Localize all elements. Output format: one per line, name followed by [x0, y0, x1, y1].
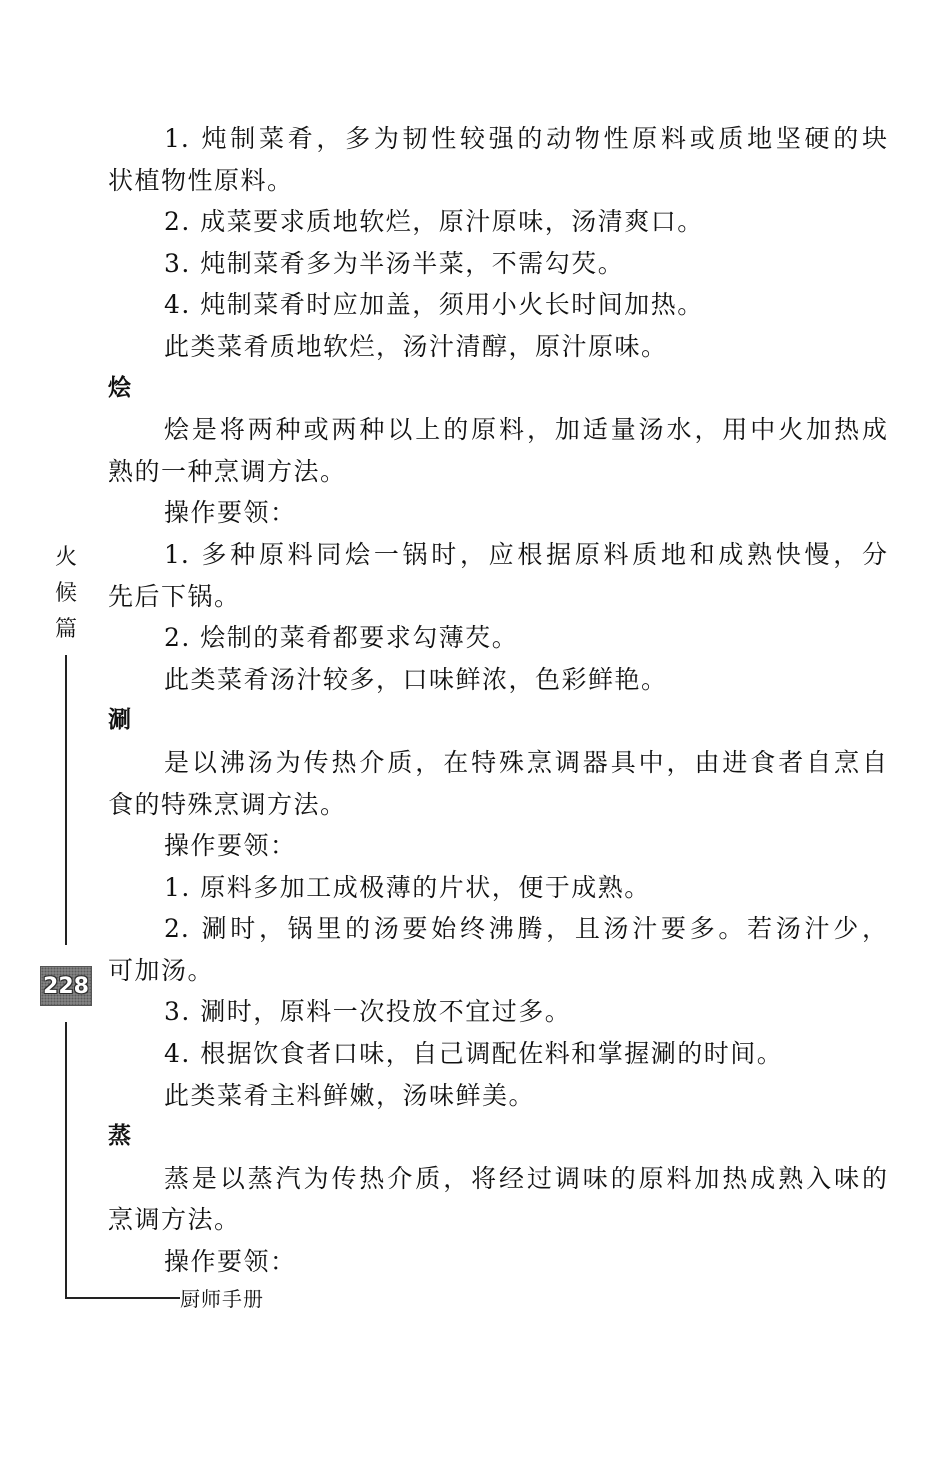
text-line: 此类菜肴主料鲜嫩，汤味鲜美。: [164, 1080, 536, 1110]
text-line: 操作要领：: [164, 831, 297, 861]
text-line: 2. 烩制的菜肴都要求勾薄芡。: [164, 623, 519, 653]
text-line: 4. 根据饮食者口味，自己调配佐料和掌握涮的时间。: [164, 1039, 784, 1069]
text-line: 熟的一种烹调方法。: [108, 456, 347, 486]
text-line: 1. 炖制菜肴，多为韧性较强的动物性原料或质地坚硬的块: [164, 124, 888, 153]
chapter-title-char: 火: [54, 545, 77, 570]
text-line: 蒸是以蒸汽为传热介质，将经过调味的原料加热成熟入味的: [164, 1163, 888, 1193]
text-line: 操作要领：: [164, 498, 297, 528]
text-line: 食的特殊烹调方法。: [108, 789, 347, 819]
chapter-title: [52, 540, 80, 648]
page-number: 228: [40, 966, 92, 1006]
text-line: 状植物性原料。: [108, 165, 294, 195]
text-line: 4. 炖制菜肴时应加盖，须用小火长时间加热。: [164, 290, 704, 320]
text-line: 是以沸汤为传热介质，在特殊烹调器具中，由进食者自烹自: [164, 747, 888, 777]
text-line: 1. 原料多加工成极薄的片状，便于成熟。: [164, 872, 651, 902]
text-line: 先后下锅。: [108, 581, 241, 611]
text-line: 可加汤。: [108, 955, 215, 985]
text-line: 3. 涮时，原料一次投放不宜过多。: [164, 997, 572, 1027]
text-line: 烹调方法。: [108, 1205, 241, 1235]
chapter-title-char: 候: [54, 581, 77, 606]
text-line: 烩是将两种或两种以上的原料，加适量汤水，用中火加热成: [164, 415, 888, 445]
text-line: 3. 炖制菜肴多为半汤半菜，不需勾芡。: [164, 248, 625, 278]
footer-rule: [65, 1297, 180, 1299]
text-line: 2. 成菜要求质地软烂，原汁原味，汤清爽口。: [164, 207, 704, 237]
text-line: 此类菜肴质地软烂，汤汁清醇，原汁原味。: [164, 331, 668, 361]
book-title: 厨师手册: [180, 1287, 264, 1311]
text-line: 2. 涮时，锅里的汤要始终沸腾，且汤汁要多。若汤汁少，: [164, 914, 888, 944]
text-line: 1. 多种原料同烩一锅时，应根据原料质地和成熟快慢，分: [164, 539, 888, 569]
body-text: [108, 118, 888, 1283]
chapter-title-char: 篇: [54, 617, 77, 642]
margin-rule-bottom: [65, 1022, 67, 1297]
section-heading: 涮: [108, 707, 131, 734]
text-line: 此类菜肴汤汁较多，口味鲜浓，色彩鲜艳。: [164, 664, 668, 694]
section-heading: 烩: [108, 374, 131, 401]
section-heading: 蒸: [108, 1123, 131, 1150]
text-line: 操作要领：: [164, 1247, 297, 1277]
margin-rule-top: [65, 655, 67, 945]
